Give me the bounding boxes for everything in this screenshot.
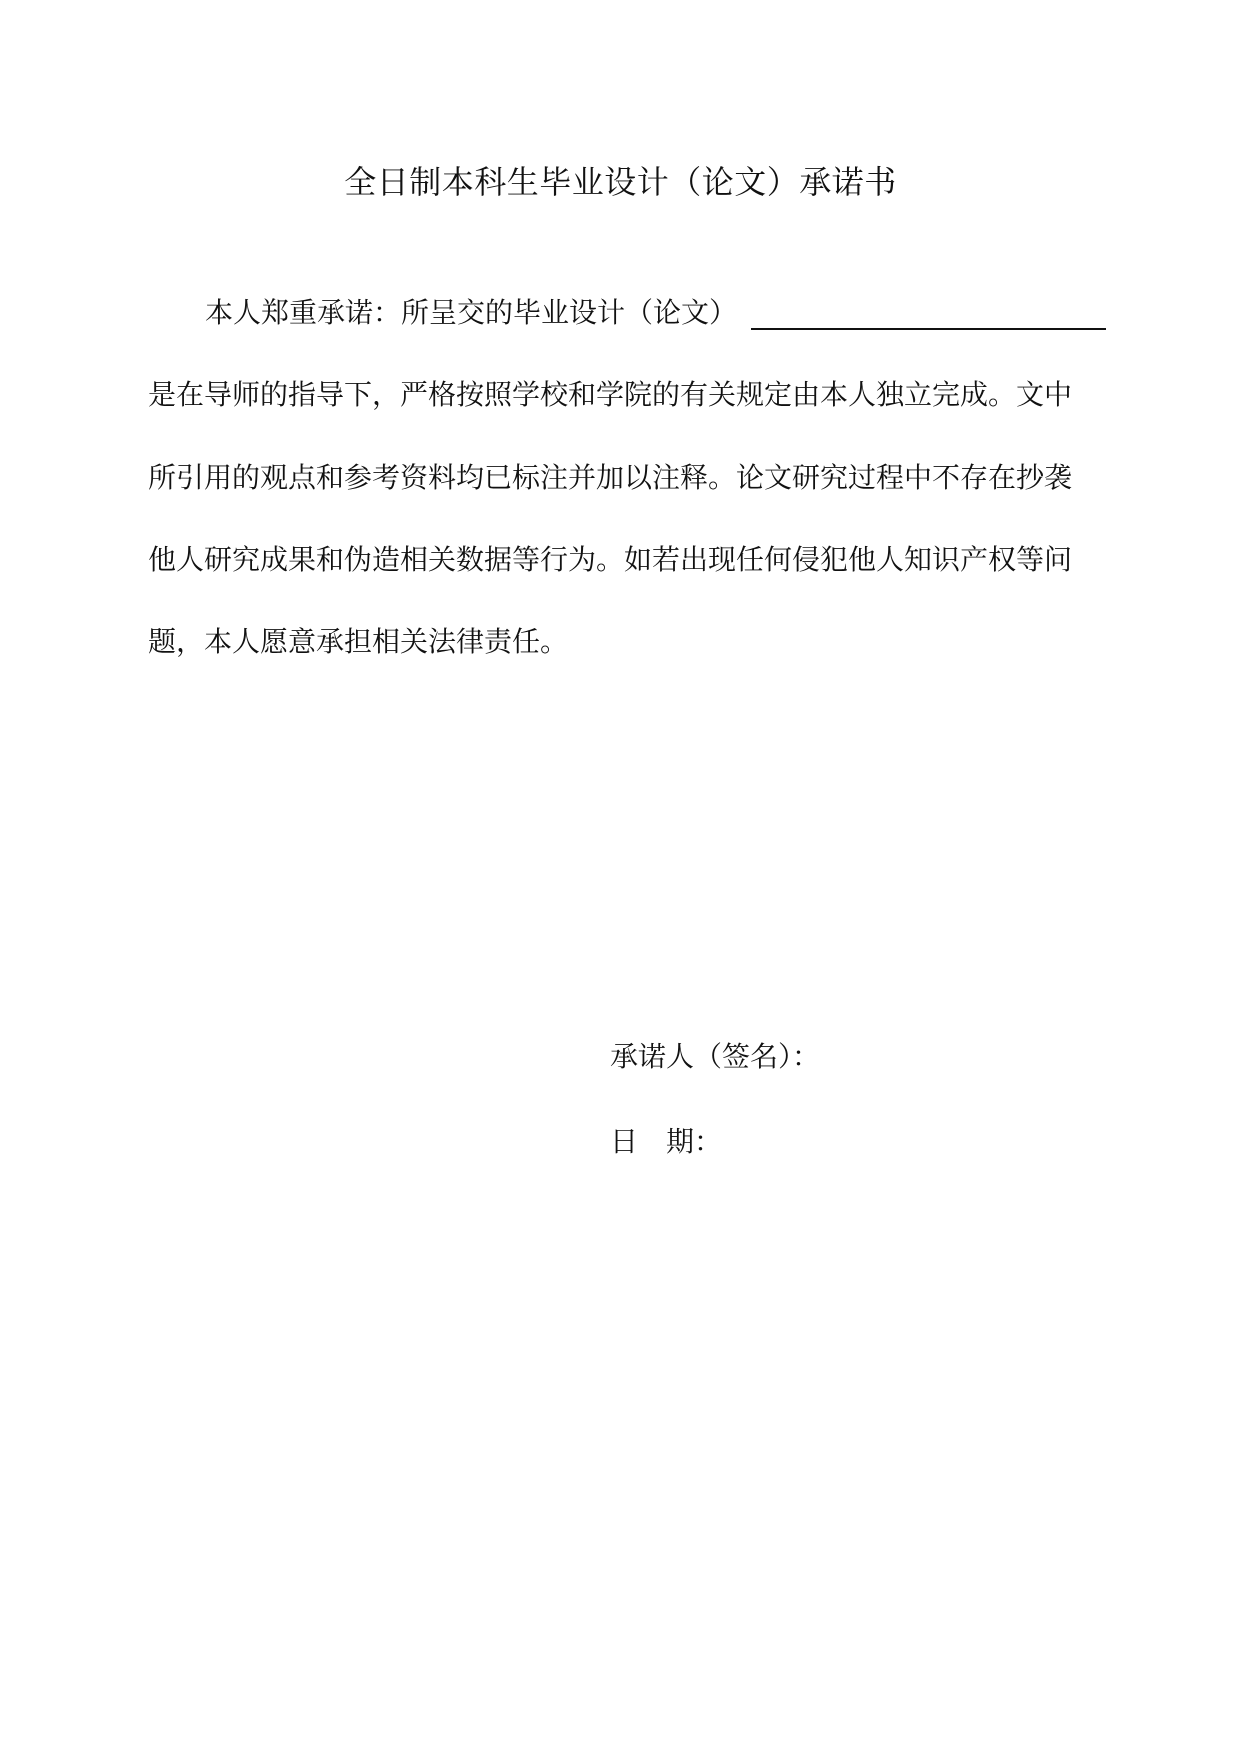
document-title: 全日制本科生毕业设计（论文）承诺书	[344, 163, 897, 201]
commitment-text-line-4: 他人研究成果和伪造相关数据等行为。如若出现任何侵犯他人知识产权等问	[148, 543, 1073, 576]
commitment-first-line	[205, 296, 1106, 330]
commitment-text-line-2: 是在导师的指导下，严格按照学校和学院的有关规定由本人独立完成。文中	[148, 378, 1073, 411]
commitment-text-line-3: 所引用的观点和参考资料均已标注并加以注释。论文研究过程中不存在抄袭	[148, 461, 1073, 494]
commitment-text-line-1: 本人郑重承诺：所呈交的毕业设计（论文）	[205, 296, 738, 329]
commitment-text-line-5: 题，本人愿意承担相关法律责任。	[148, 625, 569, 658]
date-label: 日 期：	[610, 1125, 723, 1158]
signer-label: 承诺人（签名）：	[610, 1040, 821, 1073]
thesis-title-blank	[751, 298, 1106, 330]
